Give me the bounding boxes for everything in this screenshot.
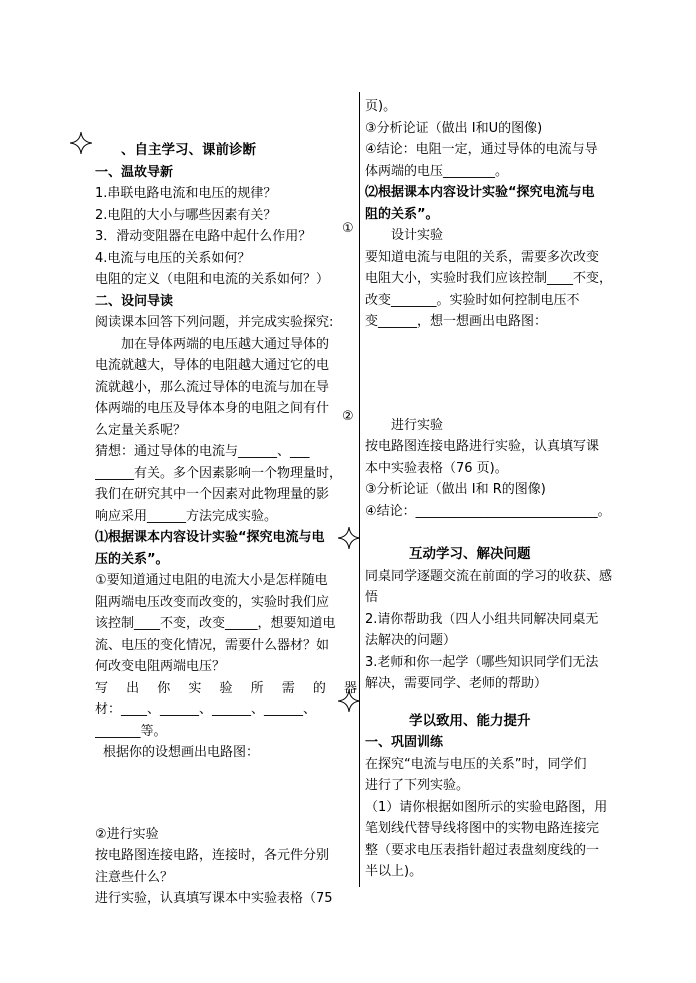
paragraph-line: 按电路图连接电路进行实验，认真填写课 [365,439,600,454]
paragraph-line: 改变_______。实验时如何控制电压不 [365,292,580,308]
subsection-title: ⑴根据课本内容设计实验“探究电流与电 [95,530,325,545]
circle-number-1: ① [342,221,354,236]
paragraph-line: _______等。 [95,723,167,739]
paragraph-line: 何改变电阻两端电压？ [95,659,226,674]
question: 4.电流与电压的关系如何？ [95,250,251,266]
paragraph-line: ②进行实验 [95,826,159,842]
drawing-space [365,333,627,415]
paragraph-line: 进行实验 [391,417,444,433]
question: 3．滑动变阻器在电路中起什么作用？ [95,229,312,244]
paragraph-line: 该控制____不变，改变_____，想要知道电 [95,616,336,631]
paragraph-line: 我们在研究其中一个因素对此物理量的影 [95,487,330,502]
paragraph-line: 电流就越大，导体的电阻越大通过它的电 [95,358,330,373]
drawing-space [95,764,357,824]
paragraph-line: ①要知道通过电阻的电流大小是怎样随电 [95,573,328,588]
paragraph-line: ③分析论证（做出 I和 R的图像) [365,482,546,497]
paragraph-line: 电阻大小，实验时我们应该控制____不变， [365,271,613,286]
four-point-star-icon [70,132,92,154]
subsection-title: ⑵根据课本内容设计实验“探究电流与电 [365,185,595,200]
question: 1.串联电路电流和电压的规律？ [95,186,277,201]
section-title: 一、温故导新 [95,164,174,180]
paragraph-line: 本中实验表格（76 页)。 [365,460,508,476]
column-divider [359,92,360,887]
paragraph-line: 根据你的设想画出电路图： [103,745,260,760]
paragraph-line: 要知道电流与电阻的关系，需要多次改变 [365,249,600,265]
paragraph-line: 体两端的电压及导体本身的电阻之间有什 [95,401,330,416]
paragraph-line: 加在导体两端的电压越大通过导体的 [121,336,330,352]
paragraph-line: 进行了下列实验。 [365,778,470,793]
paragraph-line: 注意些什么？ [95,869,174,885]
paragraph-line: 解决，需要同学、老师的帮助） [365,676,548,691]
right-column [365,96,627,883]
paragraph-line: 阅读课本回答下列问题，并完成实验探究: [95,315,334,330]
paragraph-line: 整（要求电压表指针超过表盘刻度线的一 [365,842,600,858]
paragraph-line: 材：____、______、______、______、 [95,702,317,717]
paragraph-line: 设计实验 [391,228,444,243]
paragraph-line: 变______，想一想画出电路图： [365,314,548,329]
paragraph-line: 2.请你帮助我（四人小组共同解决同桌无 [365,611,599,627]
paragraph-line: 写 出 你 实 验 所 需 的 器 [95,680,357,696]
left-column [95,96,357,910]
paragraph-line: 悟 [365,590,379,605]
paragraph-line: ④结论：____________________________。 [365,503,611,519]
paragraph-line: 流、电压的变化情况，需要什么器材？如 [95,637,330,653]
subsection-title: 阻的关系”。 [365,206,439,222]
question: 2.电阻的大小与哪些因素有关？ [95,207,277,223]
section-heading: 学以致用、能力提升 [409,712,531,729]
paragraph-line: 阻两端电压改变而改变的，实验时我们应 [95,594,330,610]
paragraph-line: 同桌同学逐题交流在前面的学习的收获、感 [365,568,613,584]
section-title: 一、巩固训练 [365,735,444,750]
paragraph-line: ④结论：电阻一定，通过导体的电流与导 [365,142,598,157]
paragraph-line: 么定量关系呢？ [95,422,187,438]
circle-number-2: ② [342,409,354,424]
paragraph-line: 笔划线代替导线将图中的实物电路连接完 [365,821,600,836]
paragraph-line: ③分析论证（做出 I和U的图像) [365,120,543,136]
paragraph-line: 流就越小，那么流过导体的电流与加在导 [95,379,330,395]
paragraph-line: 法解决的问题） [365,633,457,648]
paragraph-line: 响应采用______方法完成实验。 [95,508,278,524]
section-heading: 、自主学习、课前诊断 [121,142,256,158]
paragraph-line: 按电路图连接电路，连接时，各元件分别 [95,848,330,863]
paragraph-line: 进行实验，认真填写课本中实验表格（75 [95,891,333,906]
section-heading: 互动学习、解决问题 [409,546,531,562]
paragraph-line: 在探究“电流与电压的关系”时，同学们 [365,756,587,772]
paragraph-line: 页)。 [365,99,397,114]
question: 电阻的定义（电阻和电流的关系如何？） [95,272,330,287]
paragraph-line: 体两端的电压________。 [365,163,509,179]
paragraph-line: 3.老师和你一起学（哪些知识同学们无法 [365,654,599,670]
paragraph-line: 半以上)。 [365,864,423,879]
paragraph-line: 猜想：通过导体的电流与______、___ [95,444,310,459]
paragraph-line: （1）请你根据如图所示的实验电路图，用 [365,799,608,815]
paragraph-line: ______有关。多个因素影响一个物理量时， [95,465,343,481]
section-title: 二、设问导读 [95,293,174,309]
subsection-title: 压的关系”。 [95,551,169,567]
